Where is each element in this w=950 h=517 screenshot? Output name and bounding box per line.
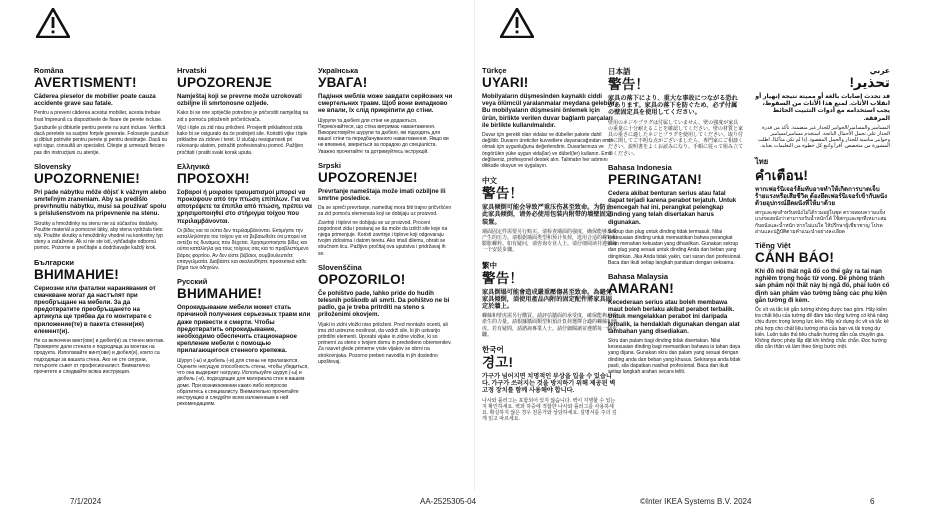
warning-section <box>34 162 169 252</box>
warning-section <box>755 156 890 235</box>
warning-triangle-icon <box>36 8 70 38</box>
warning-section <box>34 258 169 376</box>
warning-heading: ΠΡΟΣΟΧΗ! <box>177 170 250 186</box>
warning-summary: Сериозни или фатални наранявания от смачкване могат да настъпят при преобръщане на мебели. За да предотвратите преобръщането на артикула ще трябва да го монтирате с приложение(те) в пакета стенни(ия) елемент(и). <box>34 284 156 335</box>
warning-heading: UPOZORENJE <box>177 75 273 90</box>
warning-section <box>755 241 890 350</box>
warning-summary: Опрокидывание мебели может стать причиной получения серьезных травм или даже привести к смерти. Чтобы предотвратить опрокидывание, необходимо обеспечить стационарное крепление мебели с помощью прилагающегося стенного крепежа. <box>177 304 311 355</box>
footer-date: 7/1/2024 <box>70 497 102 506</box>
column-5 <box>608 66 743 381</box>
warning-heading: PERINGATAN! <box>608 171 702 187</box>
language-label: 日本語 <box>608 67 631 76</box>
warning-summary: 家具の落下により、重大な事故につながる恐れがあります。家具の落下を防ぐため、必ず付属の壁固定具を使用してください。 <box>608 95 738 117</box>
language-label: Türkçe <box>482 66 507 75</box>
warning-heading: OPOZORILO! <box>318 271 406 287</box>
language-label: 한국어 <box>482 345 504 355</box>
warning-section <box>177 66 312 156</box>
language-label: Bahasa Indonesia <box>608 162 672 172</box>
warning-body-text: สกรูและพุกสำหรับผนังไม่ได้รวมอยู่ในชุด ตรวจสอบความแข็งแรงของผนังว่าสามารถรับน้ำหนักได้ ใช้สกรูและพุกที่เหมาะสมกับผนังและน้ำหนัก หากไม่แน่ใจ ให้ปรึกษาผู้เชี่ยวชาญ โปรดอ่านและปฏิบัติตามคำแนะนำอย่างละเอียด <box>755 210 887 235</box>
footer-page-number: 6 <box>870 497 875 506</box>
warning-heading: 警告！ <box>608 77 650 92</box>
language-label: Româna <box>34 66 64 75</box>
warning-summary: Падіння меблів може завдати серйозних чи смертельних травм. Щоб вони випадково не впали, їх слід прикріпити до стіни. <box>318 93 453 115</box>
warning-section <box>482 175 617 253</box>
warning-heading: UYARI! <box>482 75 529 90</box>
warning-section <box>608 66 743 157</box>
language-label: Български <box>34 257 75 267</box>
warning-body-text: 壁用のネジやプラグは付属していません。壁の強度が家具の重量に十分耐えることを確認してください。壁の材質と家具の重さに適したネジとプラグを使用してください。取り付けに関してご不明な点がございましたら、専門家にご相談ください。説明書をよくお読みになり、手順に従って組み立ててください。 <box>608 119 744 157</box>
language-label: Bahasa Malaysia <box>608 272 669 282</box>
warning-summary: قد تحدث إصابات بالغة أو مميتة نتيجة إنهيار أو انقلاب الأثاث. لمنع هذا الأثاث من السقوط، يجب استخدامه مع أدوات التثبيت الحائط المرفقة. <box>755 93 890 122</box>
footer-document-id: AA-2525305-04 <box>420 497 477 506</box>
column-4 <box>482 66 617 429</box>
warning-summary: Cedera akibat benturan serius atau fatal dapat terjadi karena perabot terjatuh. Untuk mencegah hal ini, perangkat pelengkap dinding yang telah disertakan harus digunakan. <box>608 189 737 226</box>
warning-body-text: Duvar için gerekli olan vidalar ve dübeller pakete dahil değildir. Duvarın üreticiler kuvvetlere dayanacağından emin olmak için uygunluğunu değerlendirin. Duvarlarınıza ve öngörülen yüke uygun vida(lar) ve dübel(ler) kullanın. Emin değilseniz, profesyonel destek alın. Talimatın her adımını dikkatle okuyun ve uygulayın. <box>482 132 614 170</box>
warning-body-text: Zavrtnji i tiplovi ne dobijaju se uz proizvod. Proceni pogodnost zida i postaraj se da može da izdrži sile koje na njega primenjuje. Koristi zavrtnje i tiplove koji odgovaraju tvojim zidovima i datom teretu. Ako imaš dilemu, obrati se stručnom licu. Pažljivo pročitaj ova uputstva i pridržavaj ih se. <box>318 219 448 257</box>
warning-section <box>755 66 890 150</box>
warning-body-text: Шуруп (-ы) и дюбель (-и) для стены не прилагаются. Оцените несущую способность стены, чтобы убедиться, что она выдержит нагрузку. Используйте шуруп (-ы) и дюбель (-и), подходящие для материала стен в вашем доме. При возникновении каких-либо вопросов обратитесь к специалисту. Внимательно прочитайте инструкцию и следуйте всем изложенным в ней рекомендациям. <box>177 357 309 408</box>
column-6 <box>755 66 890 356</box>
language-label: Hrvatski <box>177 66 207 75</box>
language-label: Slovenščina <box>318 262 362 272</box>
warning-section <box>318 161 453 257</box>
language-label: Slovensky <box>34 161 72 171</box>
warning-body-text: Οι βίδες και τα ούπα δεν περιλαμβάνονται. Εκτιμήστε την καταλληλότητα του τοίχου για να βεβαιωθείτε ότι μπορεί να αντέξει τις δυνάμεις που δέχεται. Χρησιμοποιήστε βίδες και ούπα κατάλληλα για τους τοίχους σας και το προβλεπόμενο βάρος φορτίου. Αν δεν είστε βέβαιοι, συμβουλευτείτε επαγγελματία. Διαβάστε και ακολουθήστε προσεκτικά κάθε βήμα των οδηγιών. <box>177 227 309 272</box>
warning-body-text: Vijaki in zidni vložki niso priloženi. Pred montažo ocenti, ali ima zid ustrezno nosilnost, da vzdrži sile, ki jih ustvarijo pritrdilni elementi. Uporabi vijake in zidne vložke, ki so primerni za steno v tvojem domu in predvideno obremenitev. Za nasvet glede primerne vrste vijakov se obrni na strokovnjaka. Pozorno preberi navodila in jih dosledno upoštevaj. <box>318 321 452 365</box>
language-label: 中文 <box>482 176 497 186</box>
warning-body-text: Sekrup dan plug untuk dinding tidak termasuk. Nilai kesesuaian dinding untuk memastikan bahwa perangkat akan menahan kekuatan yang dihasilkan. Gunakan sekrup dan plug yang sesuai untuk dinding Anda dan beban yang diinginkan. Jika Anda tidak yakin, cari saran dari profesional. Baca dan ikuti setiap langkah panduan dengan seksama. <box>608 228 742 266</box>
warning-summary: Namještaj koji se prevrne može uzrokovati ozbiljne ili smrtonosne ozljede. <box>177 93 302 108</box>
warning-summary: Căderea pieselor de mobilier poate cauza accidente grave sau fatale. <box>34 93 156 108</box>
warning-summary: 家具倒塌可能會造成嚴重壓傷甚至致命。為避免家具傾倒，須使用產品內附的固定配件將家具固定於牆上。 <box>482 288 612 311</box>
warning-body-text: Не са включени винт(ове) и дюбел(и) за стенен монтаж. Проверете дали стената е подходяща за монтаж на продукта. Използвайте винт(ове) и дюбел(и), които са подходящи за вашата стена. Ако не сте сигурни, потърсете съвет от професионалист. Внимателно прочетете и следвайте всяка инструкция. <box>34 338 165 376</box>
warning-heading: УВАГА! <box>318 75 368 90</box>
column-1 <box>34 66 169 381</box>
warning-heading: คำเตือน! <box>755 167 809 183</box>
warning-heading: 警告！ <box>482 270 524 286</box>
warning-summary: 家具倾倒可能会导致严重压伤甚至致命。为防止此家具倾倒，请务必使用包装内附带的墙壁固定装置。 <box>482 204 612 226</box>
warning-heading: UPOZORNENIE! <box>34 170 140 186</box>
warning-body-text: Pentru a preveni căderea acestui mobilier, acesta trebuie fixat împreună cu dispozitivele de fixare de perete incluse. <box>34 110 163 123</box>
warning-heading: UPOZORENJE! <box>318 169 418 185</box>
warning-summary: Mobilyaların düşmesinden kaynaklı ciddi veya ölümcül yaralanmalar meydana gelebilir. Bu mobilyaların düşmesini önlemek için ürün, birlikte verilen duvar bağlantı parçaları ile birlikte kullanılmalıdır. <box>482 93 617 129</box>
language-label: 繁中 <box>482 260 497 270</box>
warning-body-text: 墙面固定件需要另行购买。请检查墙面的强度，确保能够承受产生的压力。请根据墙面类型和预计负荷，选用合适的螺钉和膨胀螺栓。如有疑问，请咨询专业人士。请仔细阅读并遵循每一个安装步骤。 <box>482 228 618 254</box>
warning-heading: AMARAN! <box>608 281 674 297</box>
warning-summary: Prevrtanje nameštaja može imati ozbiljne ili smrtne posledice. <box>318 187 446 203</box>
warning-summary: Khi đồ nội thất ngã đổ có thể gây ra tai nạn nghiêm trọng hoặc tử vong. Để phòng tránh sản phẩm nội thất này bị ngã đổ, phải luôn cố định sản phẩm vào tường bằng các phụ kiện gắn tường đi kèm. <box>755 268 890 304</box>
warning-section <box>482 260 617 338</box>
language-label: عربي <box>869 66 890 75</box>
warning-summary: Kecederaan serius atau boleh membawa maut boleh berlaku akibat perabot terbalik. Untuk mengelakkan perabot ini daripada terbalik, ia hendaklah digunakan dengan alat tambahan yang disediakan. <box>608 299 740 335</box>
warning-body-text: Şuruburile şi diblurile pentru perete nu sunt incluse. Verifică dacă peretele va susţine forţele generate. Foloseşte şuruburi şi dibluri potrivite pentru perete şi pentru destinaţie. Dacă nu eşti sigur, consultă un specialist. Citeşte şi urmează fiecare pas din instrucţiuni cu atenţie. <box>34 124 169 156</box>
warning-heading: AVERTISMENT! <box>34 75 137 90</box>
warning-body-text: Ốc vít và tắc kê gắn tường không được bao gồm. Hãy kiểm tra chất liệu của tường để đảm bảo rằng tường có khả năng chịu được trọng lượng lực kéo. Hãy sử dụng ốc vít và tắc kê phù hợp cho chất liệu tường nhà của bạn và tải trọng dự kiến. Luôn tuân thủ tiêu chuẩn hướng dẫn của chuyên gia. Không được phép lắp đặt khi không chắc chắn. Đọc hướng dẫn cẩn thận và làm theo từng bước một. <box>755 307 889 351</box>
warning-body-text: Шурупи та дюбелі для стіни не додаються. Переконайтеся, що стіна витримає навантаження. Використовуйте шурупи та дюбелі, які підходять для вашої стіни та передбачуваного навантаження. Якщо ви не впевнені, зверніться за порадою до спеціаліста. Уважно прочитайте та дотримуйтесь інструкцій. <box>318 117 449 155</box>
column-2 <box>177 66 312 413</box>
right-page <box>478 0 950 490</box>
warning-heading: تحذير! <box>849 75 890 90</box>
warning-body-text: Skru dan palam bagi dinding tidak disertakan. Nilai kesesuaian dinding bagi memastikan bahawa ia tahan daya yang dijana. Gunakan skru dan palam yang sesuai dengan dinding anda dan beban yang khusus. Sekiranya anda tidak pasti, sila dapatkan nasihat profesional. Baca dan ikuti setiap langkah arahan secara teliti. <box>608 338 741 376</box>
warning-section <box>608 163 743 266</box>
warning-body-text: Kako bi se one spriječile potrebno je pričvrstiti namještaj na zid s pomoću priloženih pričvršćivača. <box>177 110 309 123</box>
language-label: Tiếng Việt <box>755 241 791 251</box>
warning-section <box>318 263 453 365</box>
warning-section <box>482 66 617 169</box>
language-label: ไทย <box>755 156 769 166</box>
warning-section <box>318 66 453 155</box>
warning-section <box>177 277 312 407</box>
warning-heading: CẢNH BÁO! <box>755 250 835 266</box>
warning-section <box>34 66 169 156</box>
warning-body-text: المسامير والمسامير/الخوابير للجدار غير متضمنة. تأكد من قدرة الجدار على تحمل الأحمال الناتجة. استخدم مسامير/مسامير وخوابير مناسبة للجدار والحمل المقصود. إذا لم تكن متأكدًا، اطلب المشورة من متخصص. اقرأ واتبع كل خطوة من التعليمات بعناية. <box>757 124 890 150</box>
footer-copyright: ©Inter IKEA Systems B.V. 2024 <box>640 497 752 506</box>
warning-section <box>608 272 743 375</box>
column-3 <box>318 66 453 371</box>
warning-heading: ВНИМАНИЕ! <box>177 286 262 302</box>
language-label: Русский <box>177 277 208 287</box>
warning-body-text: Da se spreči prevrtanje, nameštaj mora biti trajno pričvršćen za zid pomoću elemenata koji se dobijaju uz proizvod. <box>318 205 452 218</box>
language-label: Ελληνικά <box>177 161 210 171</box>
warning-summary: Pri páde nábytku môže dôjsť k vážnym alebo smrteľným zraneniam. Aby sa predišlo prevrhnutiu nábytku, musí sa pouźívať spolu s príslušenstvom na pripevnenie na stenu. <box>34 188 167 218</box>
warning-body-text: 나사와 플러그는 포함되어 있지 않습니다. 벽이 지탱할 수 있는지 확인하세요. 벽과 하중에 적합한 나사와 플러그를 사용하세요. 확실하지 않은 경우 전문가와 상담하세요. 설명서를 주의 깊게 읽고 따르세요. <box>482 397 617 423</box>
warning-section <box>177 162 312 271</box>
warning-body-text: Vijci i tiple za zid nisu priloženi. Provjeriti prikladnost zida kako bi se osiguralo da će podnijeti sile. Koristiti vijke i tiple prikladne za zidove i teret. U slučaju nesigurnosti pri rukovanju alatom, potražiti profesionalnu pomoć. Pažljivo pročitati i pratiti svaki korak uputa. <box>177 124 308 156</box>
language-label: Srpski <box>318 160 341 170</box>
warning-body-text: Skrutky a hmoždinky na stenu nie sú súčasťou dodávky. Použite materiál a pomocné látky, aby stena vydržala tieto sily. Použite skrutky a hmoždinky vhodné na konkrétny typ steny a zaťaženie. Ak si nie ste istí, vyhľadajte odbornú pomoc. Pozorne si prečítajte a dodržiavajte každý krok. <box>34 220 163 252</box>
warning-section <box>482 344 617 422</box>
warning-summary: Σοβαροί ή μοιραίοι τραυματισμοί μπορεί να προκύψουν από την πτώση επίπλων. Για να αποτρέψετε τα έπιπλα από πτώση, πρέπει να χρησιμοποιηθεί στο στήριγμα τοίχου που περιλαμβάνονται. <box>177 188 312 225</box>
warning-summary: Če pohištvo pade, lahko pride do hudih telesnih poškodb ali smrti. Da pohištvo ne bi padlo, ga je treba pritrditi na steno s priloženimi okovjem. <box>318 289 450 319</box>
language-label: Українська <box>318 66 359 75</box>
left-page <box>0 0 470 490</box>
warning-body-text: 螺絲和壁虎需另行購買。請評估牆面的承受度，確保能夠承受產生的力量。請根據牆面類型和預計負荷選擇合適的螺絲和壁虎。若有疑問，請諮詢專業人士。請仔細閱讀並遵循每一個步驟。 <box>482 313 618 338</box>
warning-summary: 가구가 넘어지면 치명적인 부상을 입을 수 있습니다. 가구가 쓰러지는 것을 방지하기 위해 제공된 벽고정 장치를 함께 사용해야 합니다. <box>482 373 616 395</box>
warning-triangle-icon <box>500 8 534 38</box>
warning-heading: ВНИМАНИЕ! <box>34 266 119 282</box>
page-divider <box>474 0 475 490</box>
warning-heading: 경고! <box>482 355 514 371</box>
warning-summary: หากเฟอร์นิเจอร์ล้มทับอาจทำให้เกิดการบาดเจ็บร้ายแรงหรือเสียชีวิต ต้องยึดเฟอร์นิเจอร์เข้ากับผนังด้วยอุปกรณ์ยึดผนังที่ให้มาด้วย <box>755 185 888 208</box>
warning-heading: 警告！ <box>482 186 524 202</box>
